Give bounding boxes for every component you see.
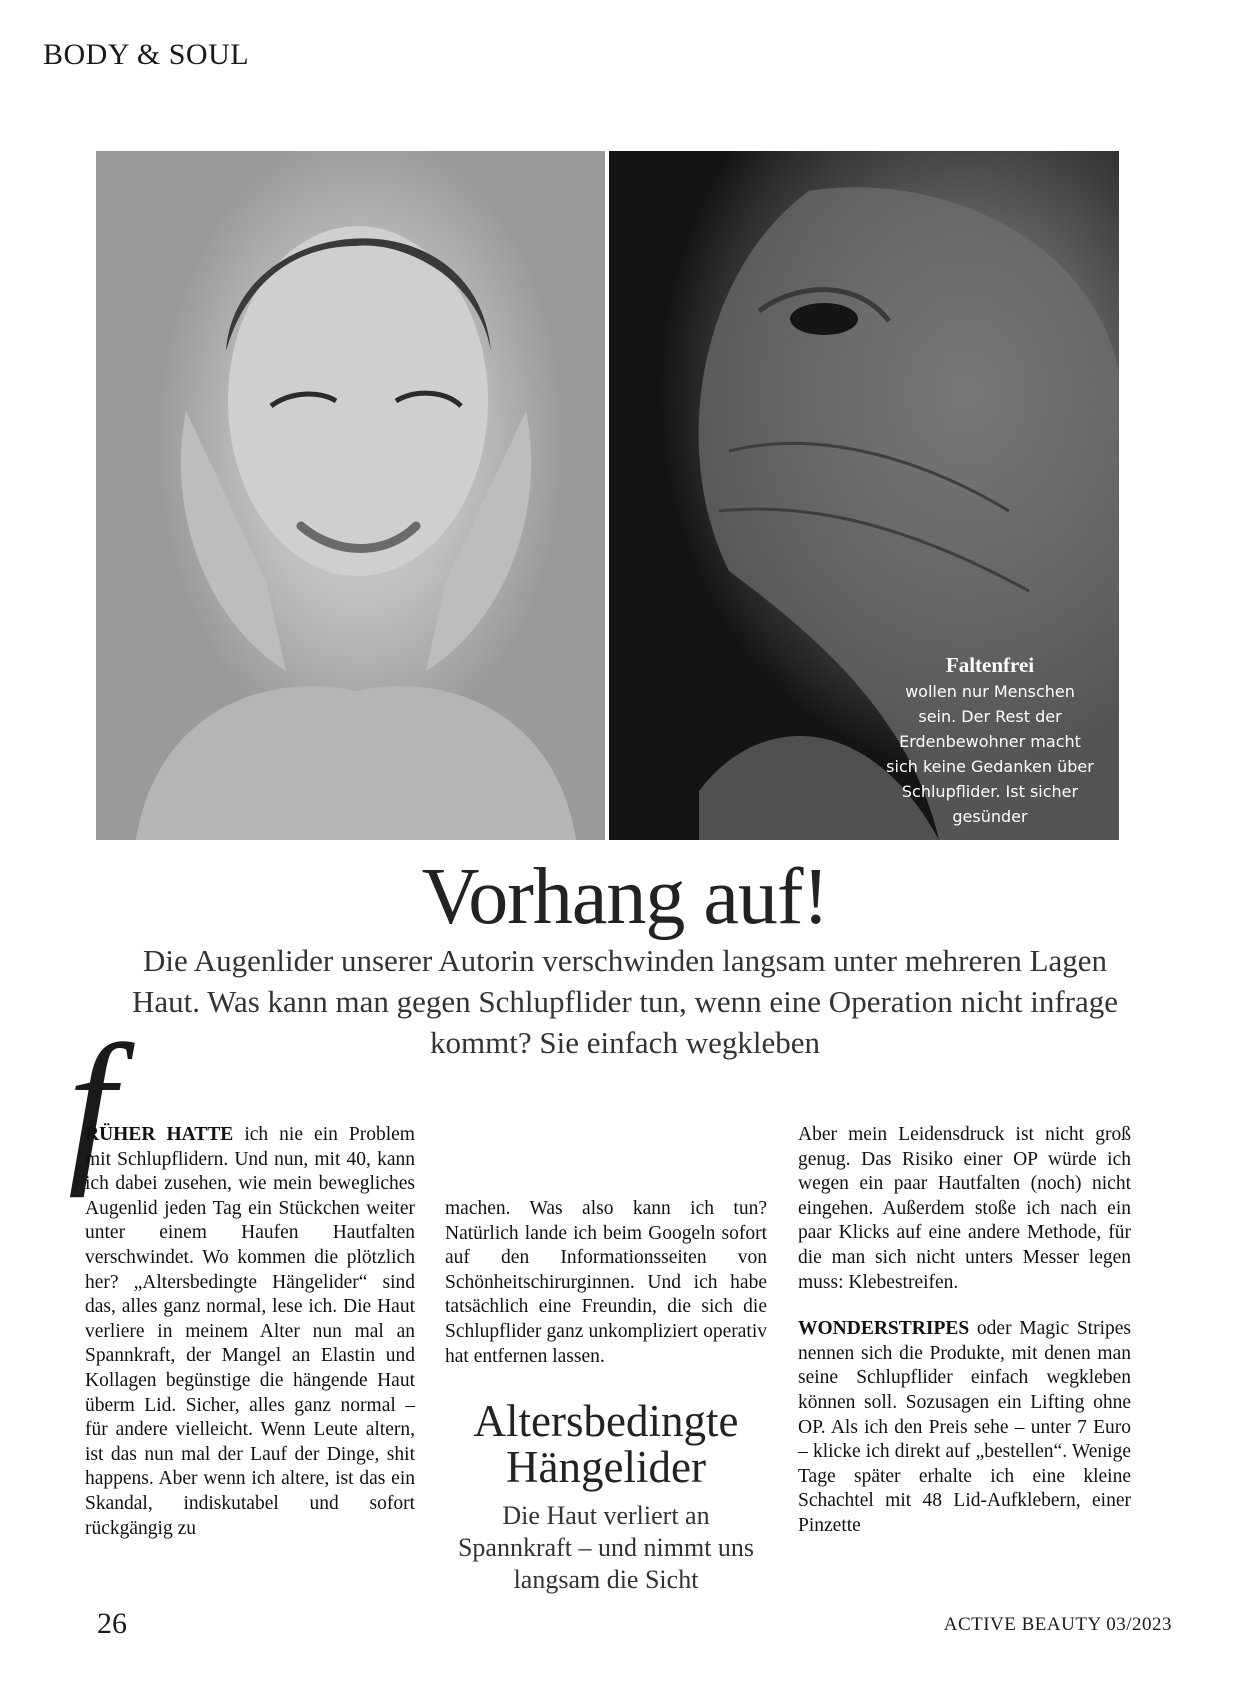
pull-quote-title: Altersbedingte Hängelider — [473, 1396, 739, 1492]
column-2 — [445, 1197, 767, 1369]
pull-quote-text: Die Haut verliert an Spannkraft – und nimmt uns langsam die Sicht — [457, 1501, 755, 1594]
caption-title: Faltenfrei — [945, 653, 1035, 677]
run-in-heading: WONDERSTRIPES — [798, 1318, 970, 1340]
elephant-photo — [609, 151, 1119, 840]
portrait-photo-icon — [96, 151, 605, 840]
run-in-heading: RÜHER HATTE — [85, 1124, 234, 1145]
article-headline: Vorhang auf! — [421, 853, 829, 941]
article-deck: Die Augenlider unserer Autorin verschwinden langsam unter mehreren Lagen Haut. Was kann man gegen Schlupflider tun, wenn eine Operation nicht infrage kommt? Sie einfach wegkleben — [131, 943, 1119, 1060]
drop-cap: f — [68, 1010, 116, 1198]
column-2-text: machen. Was also kann ich tun? Natürlich lande ich beim Googeln sofort auf den Informationsseiten von Schönheitschirurginnen. Und ich habe tatsächlich eine Freundin, die sich die Schlupflider ganz unkompliziert operativ hat entfernen lassen. — [445, 1198, 767, 1367]
photo-caption — [885, 651, 1095, 829]
pull-quote — [445, 1398, 767, 1596]
column-1-paragraph — [85, 1123, 415, 1541]
portrait-photo — [96, 151, 605, 840]
column-3-paragraph-1: Aber mein Leidensdruck ist nicht groß genug. Das Risiko einer OP würde ich wegen ein paar Hautfalten (noch) nicht eingehen. Außerdem stoße ich nach ein paar Klicks auf eine andere Methode, für die man sich nicht unters Messer legen muss: Klebestreifen. — [798, 1124, 1131, 1293]
column-3 — [798, 1123, 1131, 1539]
section-label: BODY & SOUL — [43, 38, 250, 71]
page-number: 26 — [97, 1607, 127, 1640]
caption-text: wollen nur Menschen sein. Der Rest der Erdenbewohner macht sich keine Gedanken über Schlupflider. Ist sicher gesünder — [886, 682, 1094, 826]
column-3-text: oder Magic Stripes nennen sich die Produkte, mit denen man seine Schlupflider einfach wegkleben können soll. Sozusagen ein Lifting ohne OP. Als ich den Preis sehe – unter 7 Euro – klicke ich direkt auf „bestellen“. Wenige Tage später erhalte ich eine kleine Schachtel mit 48 Lid-Aufklebern, einer Pinzette — [798, 1318, 1131, 1536]
column-1 — [85, 1123, 415, 1541]
column-3-paragraph-2 — [798, 1317, 1131, 1538]
column-1-text: ich nie ein Problem mit Schlupflidern. Und nun, mit 40, kann ich dabei zusehen, wie mein bewegliches Augenlid jeden Tag ein Stückchen weiter unter einem Haufen Hautfalten verschwindet. Wo kommen die plötzlich her? „Altersbedingte Hängelider“ sind das, alles ganz normal, lese ich. Die Haut verliere in meinem Alter nun mal an Spannkraft, der Mangel an Elastin und Kollagen begünstige die hängende Haut überm Lid. Sicher, alles ganz normal – für andere vielleicht. Wenn Leute altern, ist das nun mal der Lauf der Dinge, shit happens. Aber wenn ich altere, ist das ein Skandal, indiskutabel und sofort rückgängig zu — [85, 1124, 415, 1539]
issue-label: ACTIVE BEAUTY 03/2023 — [943, 1614, 1172, 1635]
